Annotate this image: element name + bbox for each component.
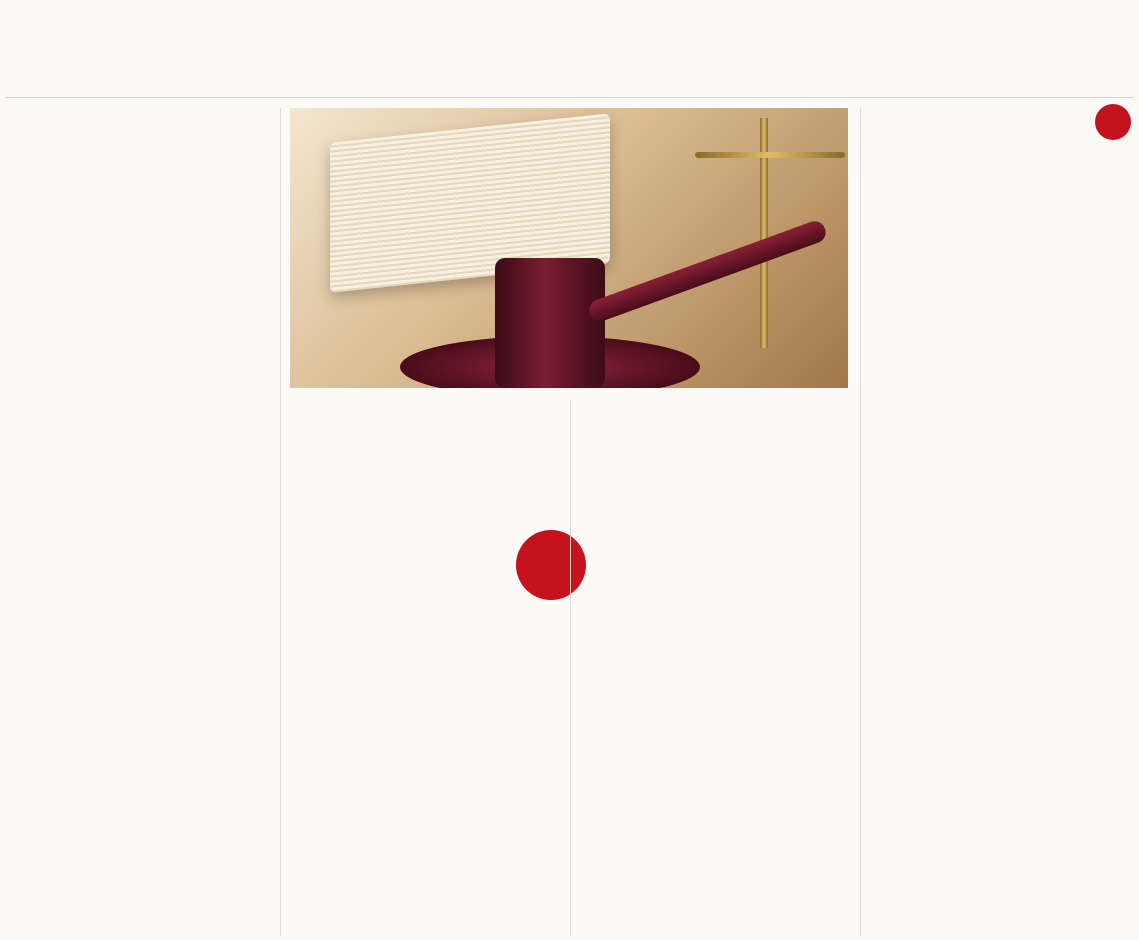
column-divider xyxy=(570,400,571,936)
publication-logo-icon xyxy=(516,530,586,600)
header-divider xyxy=(6,97,1133,98)
publication-logo-icon xyxy=(1095,104,1131,140)
column-divider xyxy=(280,108,281,936)
article-photo xyxy=(290,108,848,388)
gavel-handle-image xyxy=(586,218,828,324)
scale-beam-image xyxy=(695,152,845,158)
column-divider xyxy=(860,108,861,936)
gavel-head-image xyxy=(495,258,605,388)
